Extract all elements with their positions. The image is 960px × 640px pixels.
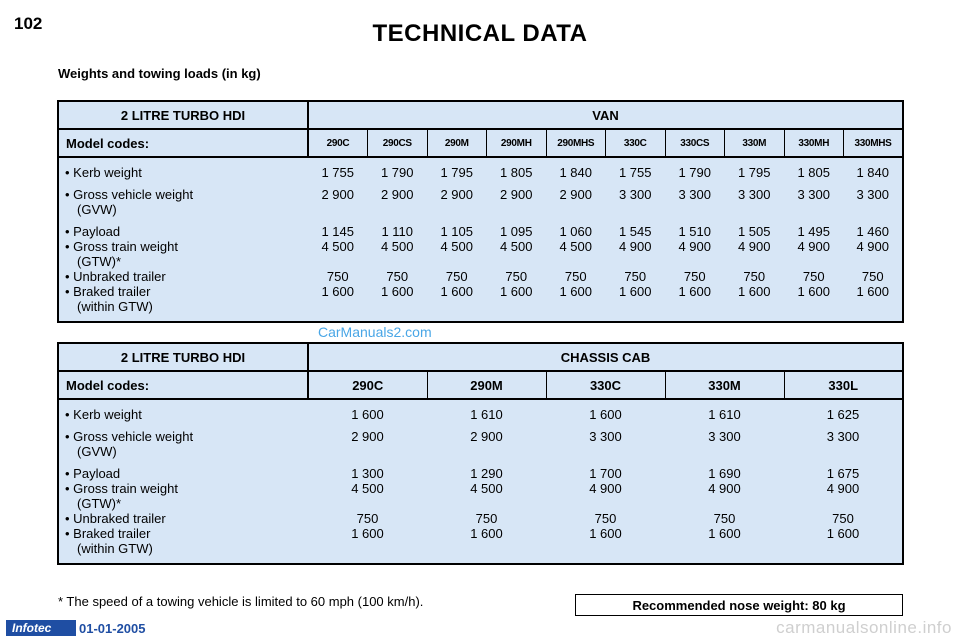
table-cell: 1 600 bbox=[708, 526, 741, 541]
table-row bbox=[58, 466, 903, 481]
table-cell: 3 300 bbox=[708, 429, 741, 444]
table-row bbox=[58, 526, 903, 556]
cab-model-code: 290C bbox=[308, 371, 427, 399]
van-model-code: 330MH bbox=[784, 129, 844, 157]
table-cell: 1 700 bbox=[589, 466, 622, 481]
table-row bbox=[58, 407, 903, 422]
table-cell: 3 300 bbox=[618, 187, 652, 202]
table-cell: 4 500 bbox=[380, 239, 414, 254]
table-cell: 750 bbox=[743, 269, 766, 284]
table-cell: 1 795 bbox=[440, 165, 474, 180]
van-model-code: 290MH bbox=[487, 129, 547, 157]
table-cell: 4 900 bbox=[737, 239, 771, 254]
table-cell: 1 840 bbox=[856, 165, 890, 180]
row-label-continuation: (GTW)* bbox=[77, 254, 122, 269]
table-cell: 1 755 bbox=[321, 165, 355, 180]
table-cell: 4 500 bbox=[559, 239, 593, 254]
row-label bbox=[58, 511, 308, 526]
table-cell: 1 610 bbox=[708, 407, 741, 422]
table-cell: 750 bbox=[861, 269, 884, 284]
table-cell: 2 900 bbox=[499, 187, 533, 202]
table-cell: 3 300 bbox=[797, 187, 831, 202]
table-cell: 2 900 bbox=[440, 187, 474, 202]
table-cell: 4 900 bbox=[708, 481, 741, 496]
table-cell: 1 600 bbox=[440, 284, 474, 299]
table-cell: 4 900 bbox=[856, 239, 890, 254]
table-cell: 1 505 bbox=[737, 224, 771, 239]
table-row bbox=[58, 239, 903, 269]
table-cell: 1 840 bbox=[559, 165, 593, 180]
table-row bbox=[58, 224, 903, 239]
cab-model-code: 330M bbox=[665, 371, 784, 399]
van-model-code: 330M bbox=[725, 129, 785, 157]
row-label-line: • Unbraked trailer bbox=[65, 511, 166, 526]
table-cell: 1 095 bbox=[499, 224, 533, 239]
table-cell: 1 600 bbox=[321, 284, 355, 299]
table-cell: 3 300 bbox=[737, 187, 771, 202]
spacer-row bbox=[58, 399, 903, 407]
table-cell: 750 bbox=[624, 269, 647, 284]
row-label-line: • Braked trailer bbox=[65, 284, 151, 299]
table-cell: 750 bbox=[386, 269, 409, 284]
spacer-cell bbox=[58, 157, 903, 165]
row-label-line: • Kerb weight bbox=[65, 165, 142, 180]
spacer-cell bbox=[58, 314, 903, 322]
table-cell: 4 900 bbox=[797, 239, 831, 254]
table-cell: 4 900 bbox=[678, 239, 712, 254]
row-label-continuation: (GTW)* bbox=[77, 496, 122, 511]
table-cell: 750 bbox=[594, 511, 617, 526]
van-model-code: 290C bbox=[308, 129, 368, 157]
table-cell: 1 600 bbox=[678, 284, 712, 299]
table-cell: 750 bbox=[713, 511, 736, 526]
table-cell: 1 110 bbox=[381, 224, 414, 239]
table-cell: 1 600 bbox=[351, 407, 384, 422]
row-label-continuation: (GVW) bbox=[77, 202, 117, 217]
spacer-cell bbox=[58, 459, 903, 466]
table-row bbox=[58, 284, 903, 314]
table-cell: 1 600 bbox=[470, 526, 503, 541]
row-label bbox=[58, 224, 308, 239]
table-cell: 750 bbox=[505, 269, 528, 284]
table-cell: 750 bbox=[356, 511, 379, 526]
table-cell: 1 805 bbox=[797, 165, 831, 180]
table-row bbox=[58, 481, 903, 511]
table-cell: 4 500 bbox=[470, 481, 503, 496]
row-label bbox=[58, 429, 308, 459]
table-cell: 2 900 bbox=[380, 187, 414, 202]
row-label bbox=[58, 526, 308, 556]
watermark-text: CarManuals2.com bbox=[318, 324, 432, 340]
table-cell: 2 900 bbox=[351, 429, 384, 444]
row-label-line: • Gross vehicle weight bbox=[65, 187, 194, 202]
section-subtitle: Weights and towing loads (in kg) bbox=[58, 66, 261, 81]
van-model-code: 330C bbox=[606, 129, 666, 157]
cab-model-codes-label: Model codes: bbox=[58, 371, 308, 399]
table-cell: 1 600 bbox=[589, 526, 622, 541]
table-cell: 3 300 bbox=[589, 429, 622, 444]
table-cell: 4 900 bbox=[618, 239, 652, 254]
spacer-cell bbox=[58, 217, 903, 224]
table-cell: 1 805 bbox=[499, 165, 533, 180]
table-cell: 750 bbox=[802, 269, 825, 284]
spacer-row bbox=[58, 157, 903, 165]
table-cell: 1 790 bbox=[678, 165, 712, 180]
table-cell: 4 900 bbox=[589, 481, 622, 496]
table-cell: 3 300 bbox=[856, 187, 890, 202]
row-label bbox=[58, 284, 308, 314]
row-label-line: • Gross train weight bbox=[65, 239, 178, 254]
table-cell: 2 900 bbox=[321, 187, 355, 202]
spacer-cell bbox=[58, 422, 903, 429]
table-cell: 1 060 bbox=[559, 224, 593, 239]
row-label-line: • Unbraked trailer bbox=[65, 269, 166, 284]
table-cell: 750 bbox=[564, 269, 587, 284]
table-cell: 750 bbox=[475, 511, 498, 526]
table-cell: 750 bbox=[683, 269, 706, 284]
spacer-cell bbox=[58, 399, 903, 407]
site-watermark: carmanualsonline.info bbox=[776, 618, 952, 637]
table-row bbox=[58, 269, 903, 284]
van-weights-table bbox=[57, 100, 904, 323]
cab-engine-header: 2 LITRE TURBO HDI bbox=[58, 343, 308, 371]
table-cell: 750 bbox=[445, 269, 468, 284]
row-label bbox=[58, 269, 308, 284]
row-label bbox=[58, 239, 308, 269]
infotec-logo bbox=[6, 620, 76, 636]
table-cell: 1 625 bbox=[826, 407, 860, 422]
table-cell: 1 610 bbox=[470, 407, 503, 422]
table-cell: 2 900 bbox=[559, 187, 593, 202]
spacer-cell bbox=[58, 180, 903, 187]
van-model-code: 290M bbox=[427, 129, 487, 157]
cab-model-code: 290M bbox=[427, 371, 546, 399]
spacer-row bbox=[58, 459, 903, 466]
table-cell: 4 500 bbox=[351, 481, 384, 496]
table-cell: 1 300 bbox=[351, 466, 384, 481]
table-row bbox=[58, 511, 903, 526]
spacer-row bbox=[58, 422, 903, 429]
spacer-row bbox=[58, 314, 903, 322]
row-label-line: • Payload bbox=[65, 466, 121, 481]
row-label bbox=[58, 481, 308, 511]
table-cell: 1 600 bbox=[737, 284, 771, 299]
spacer-row bbox=[58, 180, 903, 187]
van-model-codes-label: Model codes: bbox=[58, 129, 308, 157]
row-label-line: • Kerb weight bbox=[65, 407, 142, 422]
page-title: TECHNICAL DATA bbox=[372, 20, 588, 47]
spacer-cell bbox=[58, 556, 903, 564]
table-cell: 750 bbox=[326, 269, 349, 284]
row-label-continuation: (within GTW) bbox=[77, 541, 153, 556]
table-cell: 1 495 bbox=[797, 224, 831, 239]
row-label-continuation: (GVW) bbox=[77, 444, 117, 459]
table-cell: 1 545 bbox=[618, 224, 652, 239]
table-cell: 4 500 bbox=[499, 239, 533, 254]
table-cell: 1 600 bbox=[559, 284, 593, 299]
row-label-line: • Payload bbox=[65, 224, 121, 239]
table-cell: 1 600 bbox=[351, 526, 384, 541]
row-label bbox=[58, 187, 308, 217]
row-label bbox=[58, 466, 308, 481]
row-label-line: • Braked trailer bbox=[65, 526, 151, 541]
table-cell: 1 600 bbox=[797, 284, 831, 299]
van-model-code: 330CS bbox=[665, 129, 725, 157]
page-number: 102 bbox=[14, 14, 43, 33]
table-cell: 4 500 bbox=[321, 239, 355, 254]
van-model-code: 290MHS bbox=[546, 129, 606, 157]
table-cell: 1 290 bbox=[470, 466, 503, 481]
table-cell: 1 755 bbox=[618, 165, 652, 180]
table-cell: 2 900 bbox=[470, 429, 503, 444]
spacer-row bbox=[58, 217, 903, 224]
table-cell: 1 145 bbox=[321, 224, 355, 239]
table-cell: 1 600 bbox=[380, 284, 414, 299]
nose-weight-box: Recommended nose weight: 80 kg bbox=[575, 594, 903, 616]
date-stamp: 01-01-2005 bbox=[79, 621, 146, 636]
row-label-line: • Gross vehicle weight bbox=[65, 429, 194, 444]
table-cell: 1 690 bbox=[708, 466, 741, 481]
table-cell: 1 600 bbox=[618, 284, 652, 299]
spacer-row bbox=[58, 556, 903, 564]
table-row bbox=[58, 187, 903, 217]
van-engine-header: 2 LITRE TURBO HDI bbox=[58, 101, 308, 129]
cab-model-code: 330L bbox=[784, 371, 903, 399]
van-type-header: VAN bbox=[308, 101, 903, 129]
table-cell: 3 300 bbox=[678, 187, 712, 202]
table-cell: 1 600 bbox=[499, 284, 533, 299]
table-cell: 1 675 bbox=[826, 466, 860, 481]
table-cell: 1 510 bbox=[678, 224, 712, 239]
chassis-cab-weights-table bbox=[57, 342, 904, 565]
row-label-continuation: (within GTW) bbox=[77, 299, 153, 314]
van-model-code: 330MHS bbox=[844, 129, 904, 157]
table-cell: 1 600 bbox=[856, 284, 890, 299]
table-row bbox=[58, 429, 903, 459]
table-cell: 1 460 bbox=[856, 224, 890, 239]
table-cell: 4 900 bbox=[826, 481, 860, 496]
cab-type-header: CHASSIS CAB bbox=[308, 343, 903, 371]
logo-text: Infotec bbox=[12, 621, 52, 635]
row-label bbox=[58, 407, 308, 422]
table-row bbox=[58, 165, 903, 180]
row-label-line: • Gross train weight bbox=[65, 481, 178, 496]
table-cell: 1 600 bbox=[589, 407, 622, 422]
cab-model-code: 330C bbox=[546, 371, 665, 399]
van-model-code: 290CS bbox=[368, 129, 428, 157]
footnote: * The speed of a towing vehicle is limited to 60 mph (100 km/h). bbox=[58, 594, 424, 609]
table-cell: 1 795 bbox=[737, 165, 771, 180]
row-label bbox=[58, 165, 308, 180]
table-cell: 4 500 bbox=[440, 239, 474, 254]
table-cell: 3 300 bbox=[826, 429, 860, 444]
table-cell: 750 bbox=[832, 511, 854, 526]
table-cell: 1 600 bbox=[826, 526, 860, 541]
table-cell: 1 105 bbox=[440, 224, 474, 239]
table-cell: 1 790 bbox=[380, 165, 414, 180]
